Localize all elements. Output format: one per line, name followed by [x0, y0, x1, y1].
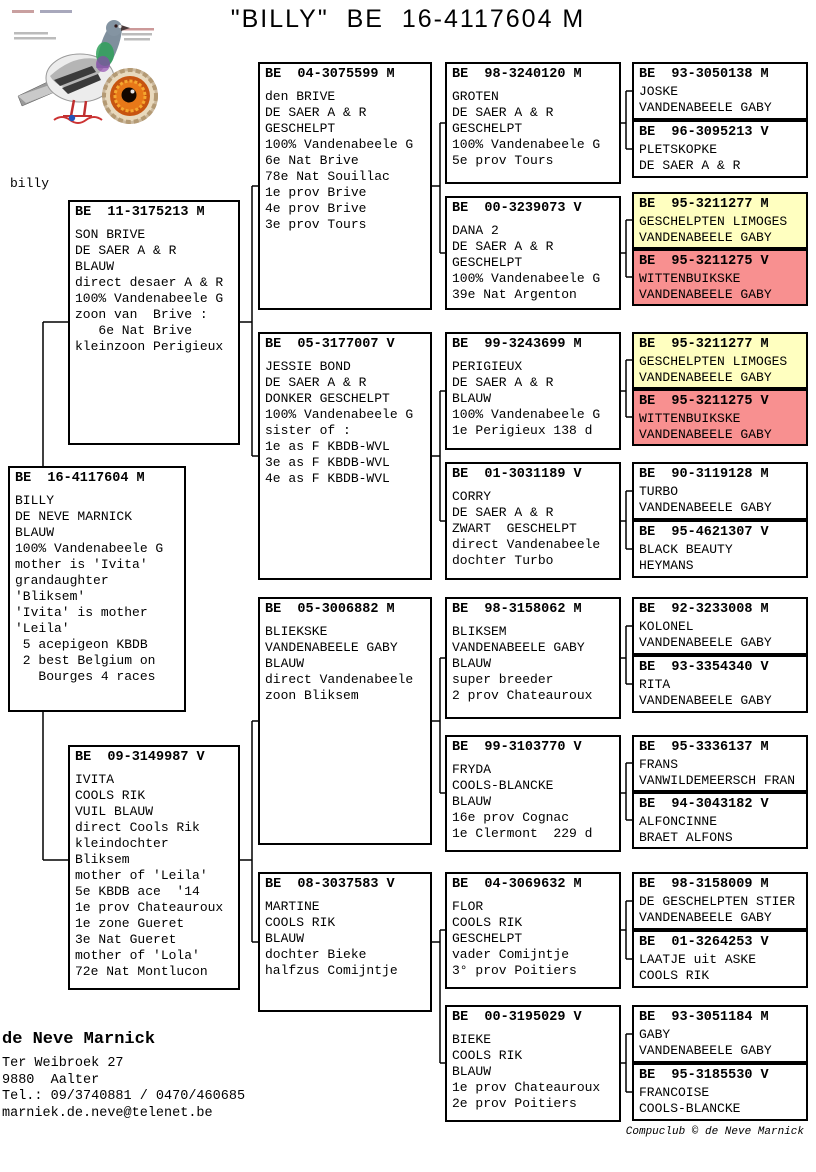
box-lines: FLOR COOLS RIK GESCHELPT vader Comijntje 3° prov Poitiers — [452, 899, 577, 978]
ring-number: BE 96-3095213 V — [639, 125, 769, 140]
pedigree-box-g3-1 — [258, 62, 432, 310]
box-lines: IVITA COOLS RIK VUIL BLAUW direct Cools Rik kleindochter Bliksem mother of 'Leila' 5e KBDB ace '14 1e prov Chateauroux 1e zone Gueret 3e Nat Gueret mother of 'Lola' 72e Nat Montlucon — [75, 772, 224, 979]
ring-number: BE 95-3211277 M — [639, 197, 769, 212]
box-lines: FRANS VANWILDEMEERSCH FRAN — [639, 757, 796, 788]
ring-number: BE 95-3211275 V — [639, 394, 769, 409]
ring-number: BE 98-3240120 M — [452, 67, 582, 82]
box-lines: PLETSKOPKE DE SAER A & R — [639, 142, 741, 173]
ring-number: BE 01-3031189 V — [452, 467, 582, 482]
box-lines: TURBO VANDENABEELE GABY — [639, 484, 772, 515]
pedigree-box-dam — [68, 745, 240, 990]
owner-address-city: 9880 Aalter — [2, 1072, 100, 1088]
ring-number: BE 04-3075599 M — [265, 67, 395, 82]
box-lines: DANA 2 DE SAER A & R GESCHELPT 100% Vandenabeele G 39e Nat Argenton — [452, 223, 601, 302]
box-lines: LAATJE uit ASKE COOLS RIK — [639, 952, 757, 983]
pedigree-box-g4-8 — [445, 1005, 621, 1122]
owner-email: marniek.de.neve@telenet.be — [2, 1105, 213, 1121]
owner-phone: Tel.: 09/3740881 / 0470/460685 — [2, 1089, 246, 1104]
ring-number: BE 98-3158062 M — [452, 602, 582, 617]
owner-address-street: Ter Weibroek 27 — [2, 1056, 124, 1071]
pedigree-box-g5-10 — [632, 655, 808, 713]
ring-number: BE 95-3211277 M — [639, 337, 769, 352]
ring-number: BE 99-3243699 M — [452, 337, 582, 352]
ring-number: BE 95-3336137 M — [639, 740, 769, 755]
ring-number: BE 11-3175213 M — [75, 205, 205, 220]
software-credit: Compuclub © de Neve Marnick — [625, 1126, 804, 1138]
box-lines: BLACK BEAUTY HEYMANS — [639, 542, 733, 573]
pedigree-box-g5-7 — [632, 462, 808, 520]
box-lines: DE GESCHELPTEN STIER VANDENABEELE GABY — [639, 894, 796, 925]
box-lines: JESSIE BOND DE SAER A & R DONKER GESCHELPT 100% Vandenabeele G sister of : 1e as F KBDB-WVL 3e as F KBDB-WVL 4e as F KBDB-WVL — [265, 359, 414, 486]
owner-name: de Neve Marnick — [2, 1030, 156, 1049]
box-lines: SON BRIVE DE SAER A & R BLAUW direct desaer A & R 100% Vandenabeele G zoon van Brive : 6e Nat Brive kleinzoon Perigieux — [75, 227, 224, 354]
box-lines: BIEKE COOLS RIK BLAUW 1e prov Chateauroux 2e prov Poitiers — [452, 1032, 601, 1111]
box-lines: PERIGIEUX DE SAER A & R BLAUW 100% Vandenabeele G 1e Perigieux 138 d — [452, 359, 601, 438]
pedigree-box-g5-8 — [632, 520, 808, 578]
ring-number: BE 99-3103770 V — [452, 740, 582, 755]
pedigree-box-g4-7 — [445, 872, 621, 989]
box-lines: BLIEKSKE VANDENABEELE GABY BLAUW direct Vandenabeele zoon Bliksem — [265, 624, 414, 703]
box-lines: MARTINE COOLS RIK BLAUW dochter Bieke halfzus Comijntje — [265, 899, 398, 978]
pedigree-box-g3-4 — [258, 872, 432, 1012]
owner-contact-block — [2, 1056, 245, 1122]
ring-number: BE 95-4621307 V — [639, 525, 769, 540]
ring-number: BE 16-4117604 M — [15, 471, 145, 486]
pedigree-box-g4-4 — [445, 462, 621, 580]
ring-number: BE 00-3239073 V — [452, 201, 582, 216]
box-lines: JOSKE VANDENABEELE GABY — [639, 84, 772, 115]
pedigree-box-g5-1 — [632, 62, 808, 120]
pedigree-box-g5-4 — [632, 249, 808, 306]
pedigree-box-g4-2 — [445, 196, 621, 310]
pedigree-box-g5-15 — [632, 1005, 808, 1063]
pedigree-box-g5-9 — [632, 597, 808, 655]
ring-number: BE 93-3051184 M — [639, 1010, 769, 1025]
box-lines: BLIKSEM VANDENABEELE GABY BLAUW super breeder 2 prov Chateauroux — [452, 624, 593, 703]
pedigree-box-g5-11 — [632, 735, 808, 792]
box-lines: GABY VANDENABEELE GABY — [639, 1027, 772, 1058]
ring-number: BE 05-3177007 V — [265, 337, 395, 352]
box-lines: ALFONCINNE BRAET ALFONS — [639, 814, 733, 845]
ring-number: BE 01-3264253 V — [639, 935, 769, 950]
ring-number: BE 93-3050138 M — [639, 67, 769, 82]
pedigree-box-g4-6 — [445, 735, 621, 852]
pedigree-box-g5-16 — [632, 1063, 808, 1121]
box-lines: GROTEN DE SAER A & R GESCHELPT 100% Vandenabeele G 5e prov Tours — [452, 89, 601, 168]
box-lines: den BRIVE DE SAER A & R GESCHELPT 100% Vandenabeele G 6e Nat Brive 78e Nat Souillac 1e prov Brive 4e prov Brive 3e prov Tours — [265, 89, 414, 232]
pedigree-box-sire — [68, 200, 240, 445]
ring-number: BE 95-3185530 V — [639, 1068, 769, 1083]
box-lines: WITTENBUIKSKE VANDENABEELE GABY — [639, 271, 772, 302]
pedigree-box-g5-13 — [632, 872, 808, 930]
ring-number: BE 94-3043182 V — [639, 797, 769, 812]
ring-number: BE 95-3211275 V — [639, 254, 769, 269]
box-lines: GESCHELPTEN LIMOGES VANDENABEELE GABY — [639, 214, 788, 245]
ring-number: BE 90-3119128 M — [639, 467, 769, 482]
box-lines: FRANCOISE COOLS-BLANCKE — [639, 1085, 741, 1116]
ring-number: BE 98-3158009 M — [639, 877, 769, 892]
ring-number: BE 08-3037583 V — [265, 877, 395, 892]
box-lines: GESCHELPTEN LIMOGES VANDENABEELE GABY — [639, 354, 788, 385]
pedigree-box-g5-6 — [632, 389, 808, 446]
ring-number: BE 09-3149987 V — [75, 750, 205, 765]
pedigree-box-root — [8, 466, 186, 712]
pedigree-box-g3-3 — [258, 597, 432, 845]
pedigree-box-g5-14 — [632, 930, 808, 988]
pedigree-box-g3-2 — [258, 332, 432, 580]
pedigree-box-g5-2 — [632, 120, 808, 178]
pedigree-box-g5-5 — [632, 332, 808, 389]
box-lines: RITA VANDENABEELE GABY — [639, 677, 772, 708]
ring-number: BE 05-3006882 M — [265, 602, 395, 617]
ring-number: BE 04-3069632 M — [452, 877, 582, 892]
ring-number: BE 93-3354340 V — [639, 660, 769, 675]
ring-number: BE 92-3233008 M — [639, 602, 769, 617]
box-lines: WITTENBUIKSKE VANDENABEELE GABY — [639, 411, 772, 442]
ring-number: BE 00-3195029 V — [452, 1010, 582, 1025]
box-lines: FRYDA COOLS-BLANCKE BLAUW 16e prov Cognac 1e Clermont 229 d — [452, 762, 593, 841]
pedigree-box-g5-12 — [632, 792, 808, 849]
photo-caption: billy — [10, 176, 50, 191]
pedigree-box-g4-1 — [445, 62, 621, 184]
pedigree-box-g4-5 — [445, 597, 621, 719]
pedigree-box-g5-3 — [632, 192, 808, 249]
pedigree-box-g4-3 — [445, 332, 621, 450]
page-title: "BILLY" BE 16-4117604 M — [230, 5, 586, 33]
box-lines: KOLONEL VANDENABEELE GABY — [639, 619, 772, 650]
box-lines: BILLY DE NEVE MARNICK BLAUW 100% Vandenabeele G mother is 'Ivita' grandaughter 'Bliksem' 'Ivita' is mother 'Leila' 5 acepigeon KBDB 2 best Belgium on Bourges 4 races — [15, 493, 164, 684]
box-lines: CORRY DE SAER A & R ZWART GESCHELPT direct Vandenabeele dochter Turbo — [452, 489, 601, 568]
